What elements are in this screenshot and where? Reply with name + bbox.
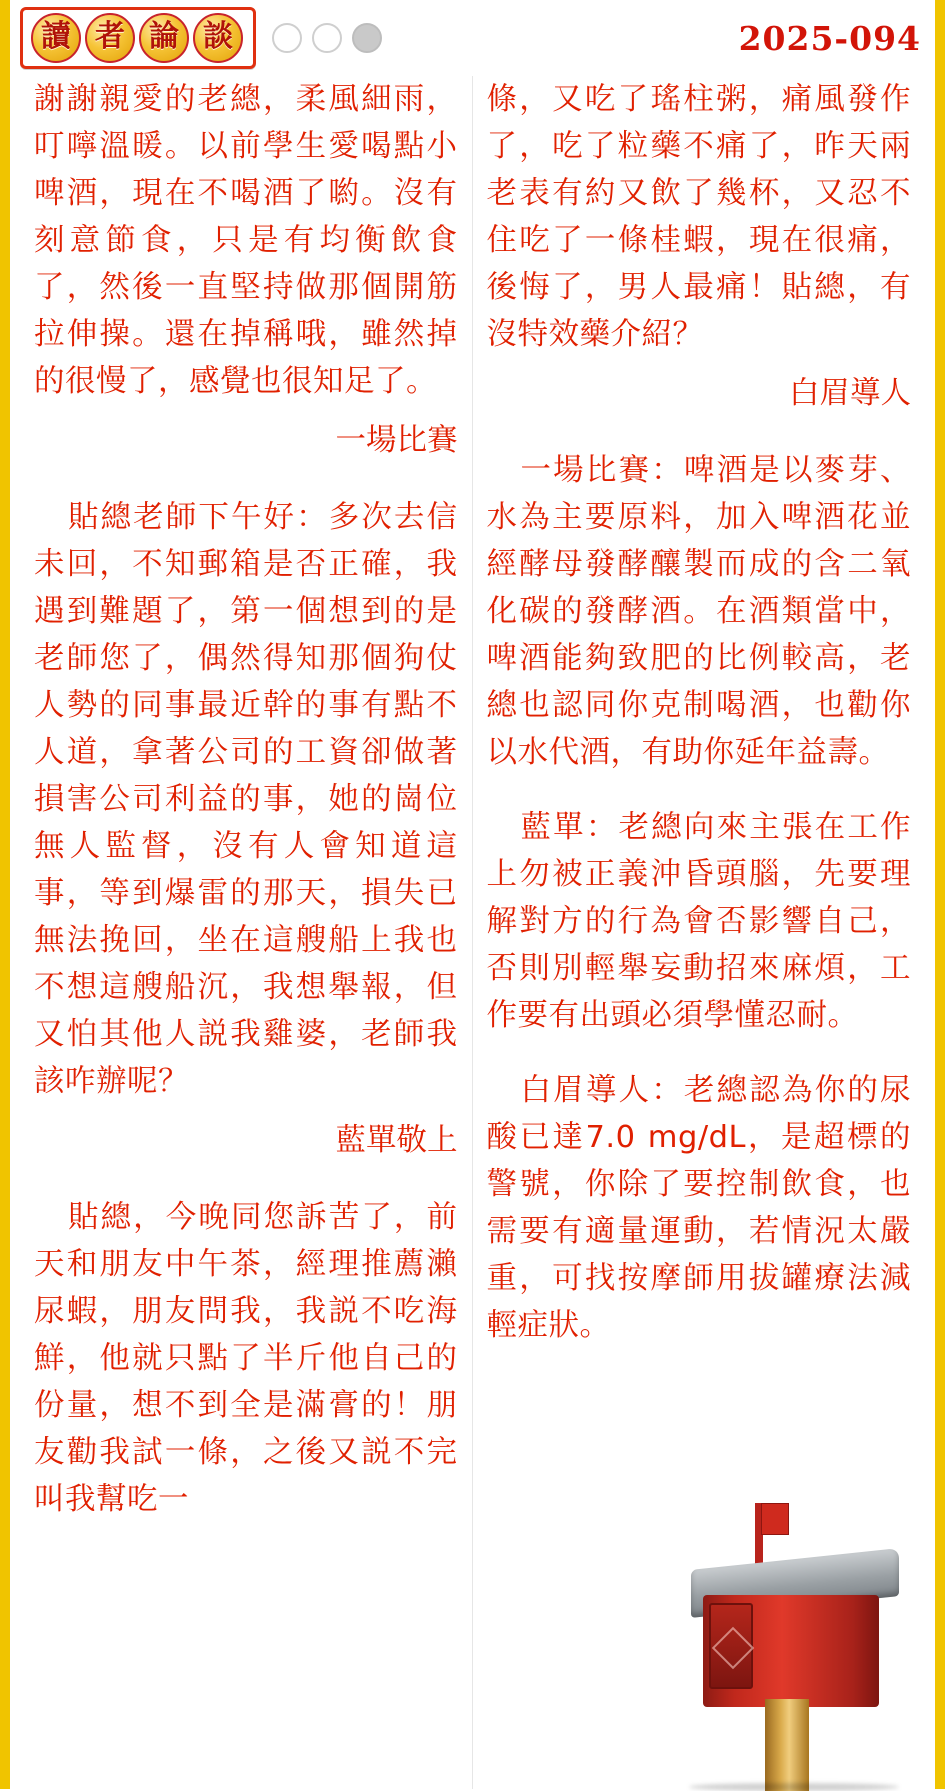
letter-body: 貼總，今晚同您訴苦了，前天和朋友中午茶，經理推薦瀨尿蝦，朋友問我，我説不吃海鮮，他就只點了半斤他自己的份量，想不到全是滿膏的！朋友勸我試一條，之後又説不完叫我幫吃一 <box>34 1200 458 1517</box>
mailbox-shadow <box>689 1783 899 1791</box>
masthead-char-3: 論 <box>139 13 189 63</box>
letter-body: 謝謝親愛的老總，柔風細雨，叮嚀溫暖。以前學生愛喝點小啤酒，現在不喝酒了喲。沒有刻意節食，只是有均衡飲食了，然後一直堅持做那個開筋拉伸操。還在掉稱哦，雖然掉的很慢了，感覺也很知足了。 <box>34 82 458 399</box>
masthead-char-2: 者 <box>85 13 135 63</box>
issue-number: 2025-094 <box>738 18 921 58</box>
spacer <box>487 1051 912 1067</box>
dot-3 <box>352 23 382 53</box>
letter-body: 條，又吃了瑤柱粥，痛風發作了，吃了粒藥不痛了，昨天兩老表有約又飲了幾杯，又忍不住吃了一條桂蝦，現在很痛，後悔了，男人最痛！貼總，有沒特效藥介紹？ <box>486 82 911 352</box>
spacer <box>487 788 912 804</box>
letter-body: 貼總老師下午好：多次去信未回，不知郵箱是否正確，我遇到難題了，第一個想到的是老師您了，偶然得知那個狗仗人勢的同事最近幹的事有點不人道，拿著公司的工資卻做著損害公司利益的事，她的崗位無人監督，沒有人會知道這事，等到爆雷的那天，損失已無法挽回，坐在這艘船上我也不想這艘船沉，我想舉報，但又怕其他人説我雞婆，老師我該咋辦呢？ <box>34 500 458 1099</box>
masthead-char-4: 談 <box>193 13 243 63</box>
spacer <box>487 431 912 447</box>
spacer <box>34 1178 458 1194</box>
right-column <box>473 76 926 1789</box>
mailbox-door <box>709 1603 753 1689</box>
mailbox-post <box>765 1699 809 1791</box>
spacer <box>34 478 458 494</box>
letter-signature: 藍單敬上 <box>335 1123 458 1158</box>
article-columns <box>20 76 925 1789</box>
masthead-logo <box>20 7 256 69</box>
dot-2 <box>312 23 342 53</box>
letter-signature: 白眉導人 <box>789 376 911 411</box>
reply-body: 白眉導人：老總認為你的尿酸已達7.0 mg/dL，是超標的警號，你除了要控制飲食，也需要有適量運動，若情況太嚴重，可找按摩師用拔罐療法減輕症狀。 <box>486 1073 911 1343</box>
mailbox-illustration <box>669 1499 919 1789</box>
letter-signature: 一場比賽 <box>335 423 458 458</box>
left-column <box>20 76 473 1789</box>
masthead-char-1: 讀 <box>31 13 81 63</box>
decorative-dots <box>272 23 382 53</box>
page-content <box>10 0 935 1789</box>
dot-1 <box>272 23 302 53</box>
page-header <box>10 0 935 76</box>
mailbox-flag <box>761 1503 789 1535</box>
reply-body: 一場比賽：啤酒是以麥芽、水為主要原料，加入啤酒花並經酵母發酵釀製而成的含二氧化碳的發酵酒。在酒類當中，啤酒能夠致肥的比例較高，老總也認同你克制喝酒，也勸你以水代酒，有助你延年益壽。 <box>486 453 911 770</box>
reply-body: 藍單：老總向來主張在工作上勿被正義沖昏頭腦，先要理解對方的行為會否影響自己，否則別輕舉妄動招來麻煩，工作要有出頭必須學懂忍耐。 <box>486 810 911 1033</box>
